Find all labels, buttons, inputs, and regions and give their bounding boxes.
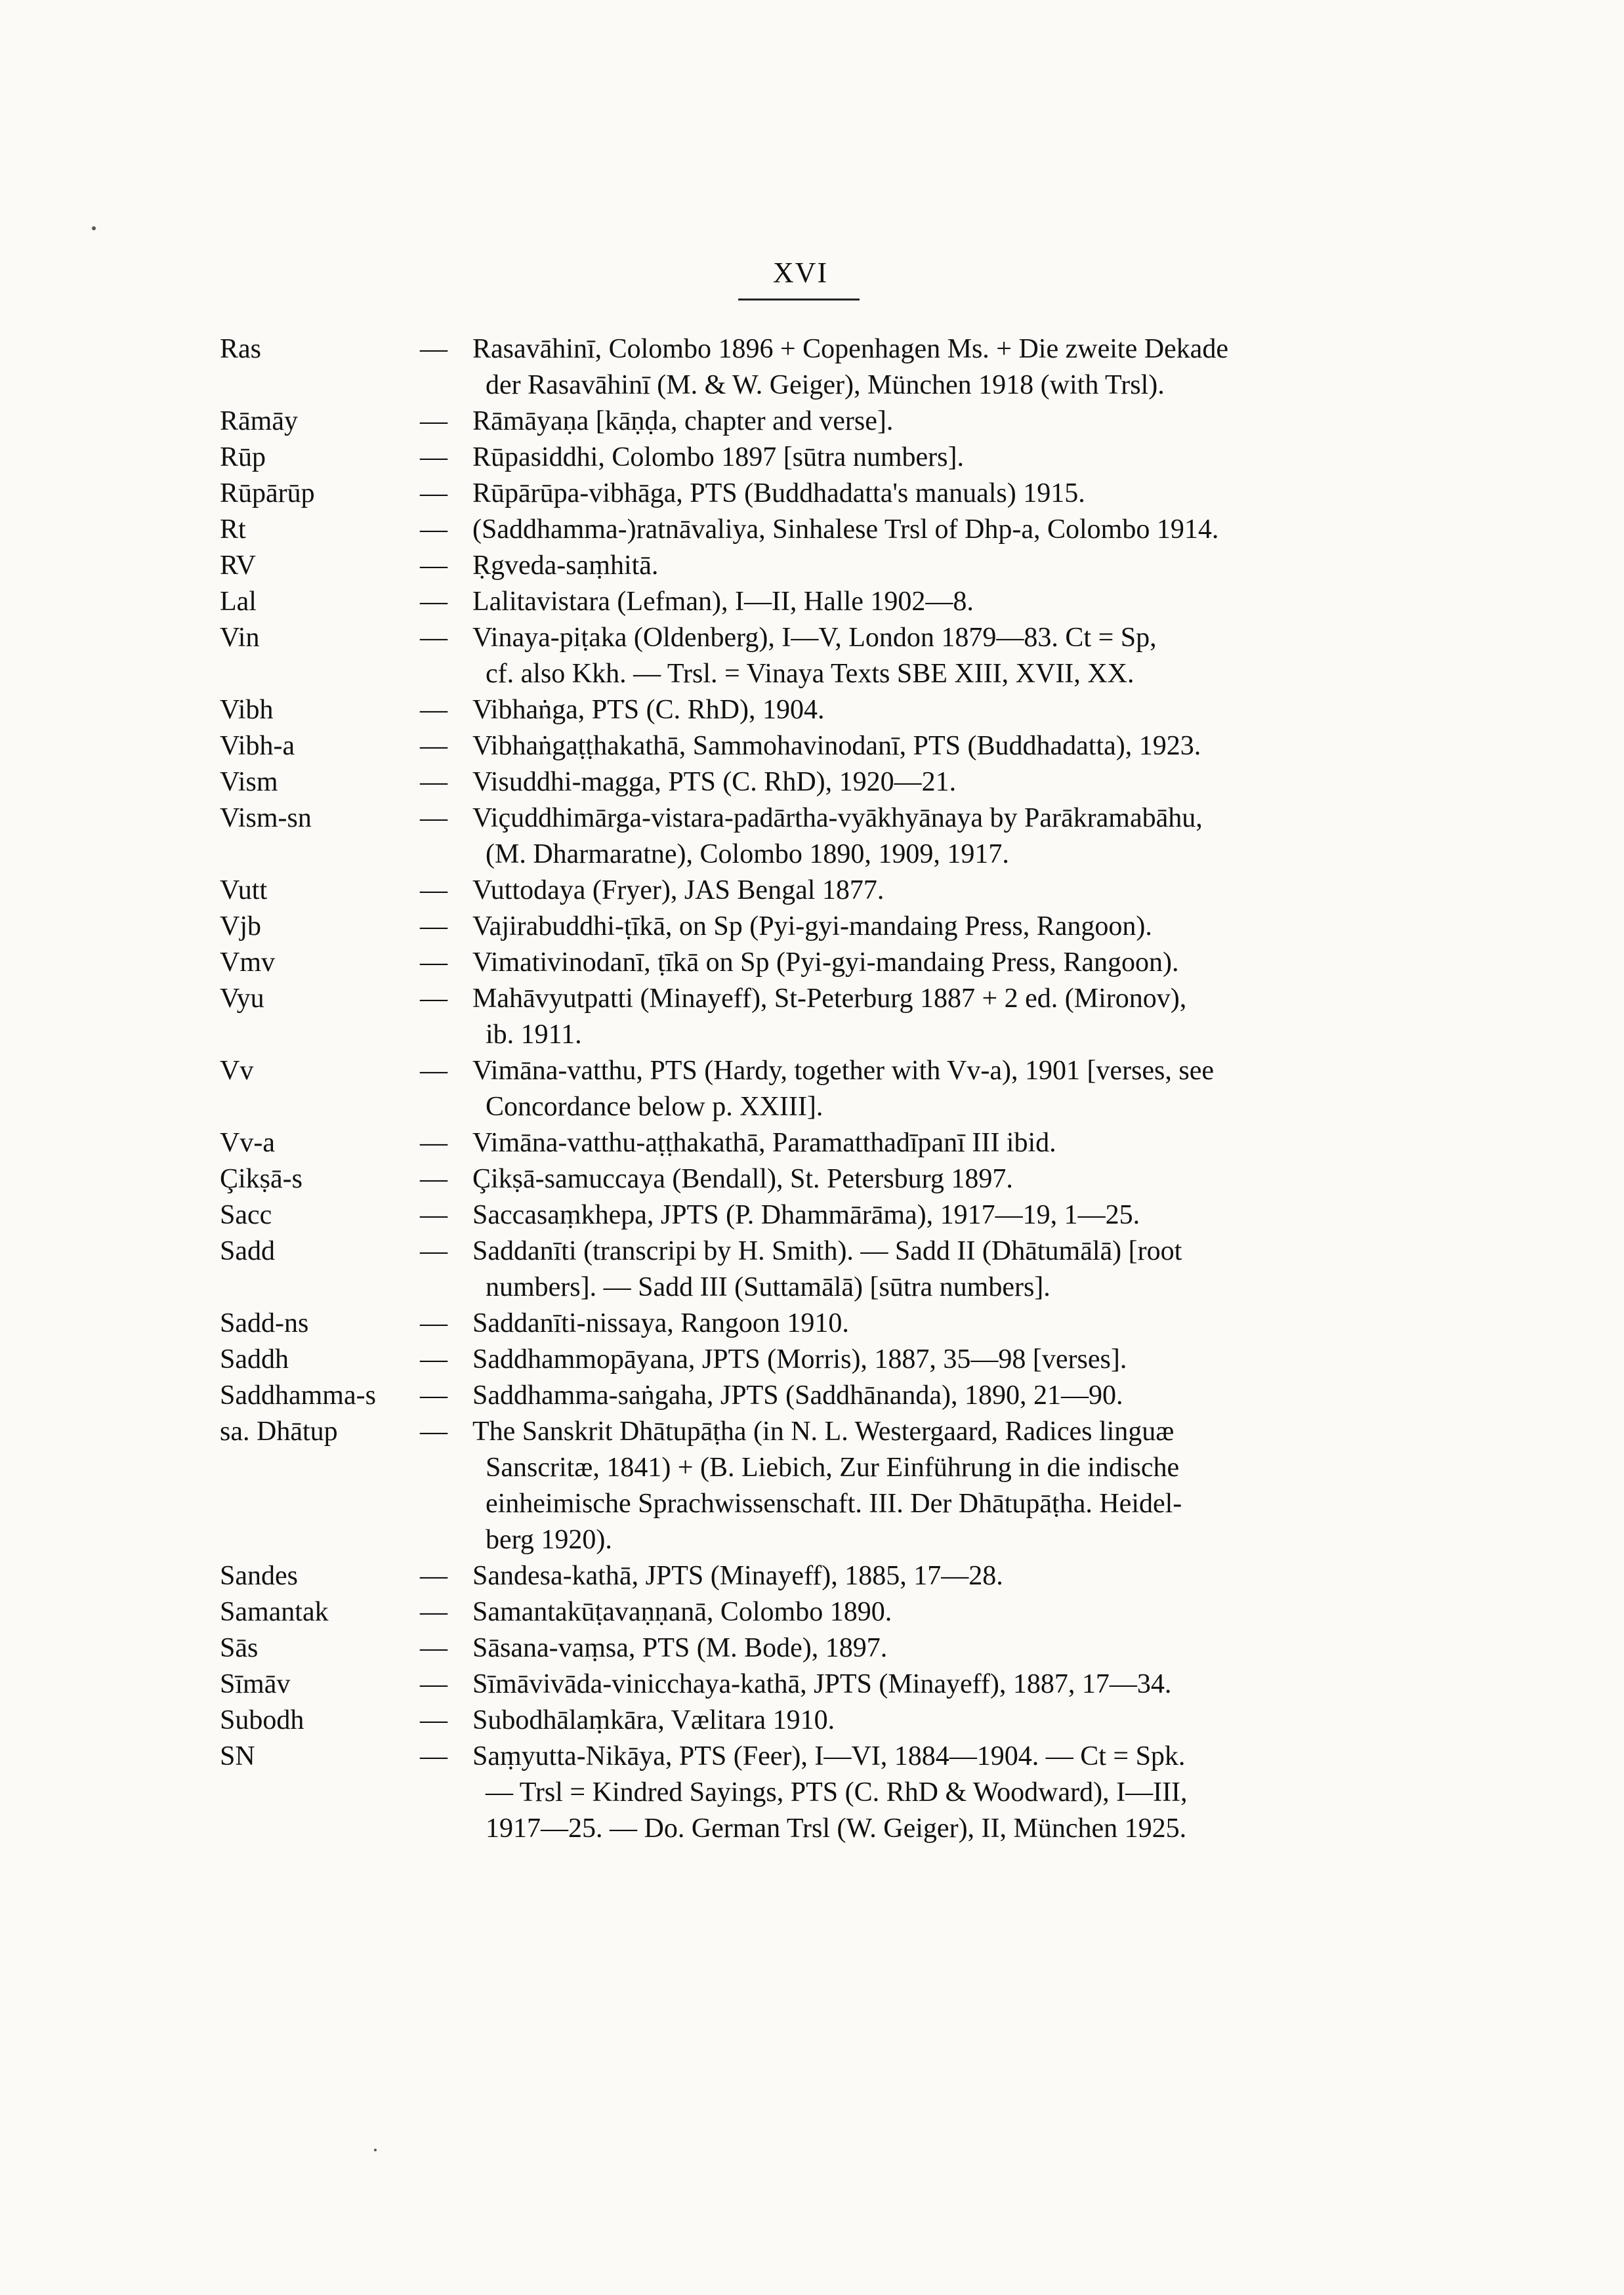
description-line: Çikṣā-samuccaya (Bendall), St. Petersburg 1897. (472, 1164, 1013, 1194)
abbreviation-description (472, 1342, 1391, 1378)
abbreviation: Vv-a (220, 1128, 275, 1158)
abbreviation: Vibh-a (220, 731, 295, 761)
abbreviation-description (472, 331, 1391, 403)
description-line: The Sanskrit Dhātupāṭha (in N. L. Westergaard, Radices linguæ (472, 1416, 1175, 1447)
entry-dash: — (420, 1633, 448, 1663)
abbreviation-description (472, 1197, 1391, 1233)
description-line: Vibhaṅgaṭṭhakathā, Sammohavinodanī, PTS (Buddhadatta), 1923. (472, 731, 1201, 761)
entry-dash: — (420, 1416, 448, 1447)
abbreviation-entry (0, 1558, 1624, 1594)
abbreviation-entry (0, 1233, 1624, 1306)
abbreviation-description (472, 764, 1391, 800)
description-line: cf. also Kkh. — Trsl. = Vinaya Texts SBE XIII, XVII, XX. (486, 659, 1135, 689)
description-line: berg 1920). (486, 1525, 612, 1555)
abbreviation-entry (0, 1630, 1624, 1666)
abbreviation-entry (0, 1306, 1624, 1342)
abbreviation-entry (0, 1125, 1624, 1161)
description-line: ib. 1911. (486, 1020, 582, 1050)
abbreviation-entry (0, 873, 1624, 909)
abbreviation-description (472, 945, 1391, 981)
abbreviation-description (472, 800, 1391, 873)
abbreviation: Çikṣā-s (220, 1164, 302, 1194)
entry-dash: — (420, 334, 448, 364)
entry-dash: — (420, 1597, 448, 1627)
description-line: Vibhaṅga, PTS (C. RhD), 1904. (472, 695, 825, 725)
abbreviation: Lal (220, 587, 257, 617)
abbreviation: Sīmāv (220, 1669, 291, 1699)
abbreviation-entry (0, 1342, 1624, 1378)
abbreviation-description (472, 1558, 1391, 1594)
abbreviation-list (0, 331, 1624, 1847)
abbreviation-description (472, 1161, 1391, 1197)
abbreviation: Vutt (220, 875, 268, 905)
description-line: Saṃyutta-Nikāya, PTS (Feer), I—VI, 1884—1904. — Ct = Spk. (472, 1741, 1186, 1771)
entry-dash: — (420, 1705, 448, 1735)
description-line: Ṛgveda-saṃhitā. (472, 550, 659, 581)
abbreviation-entry (0, 981, 1624, 1053)
abbreviation-entry (0, 909, 1624, 945)
abbreviation-entry (0, 584, 1624, 620)
description-line: — Trsl = Kindred Sayings, PTS (C. RhD & Woodward), I—III, (486, 1777, 1188, 1808)
abbreviation-entry (0, 1666, 1624, 1703)
abbreviation: Rūp (220, 442, 266, 472)
abbreviation: Rt (220, 514, 246, 545)
abbreviation: Saddhamma-s (220, 1380, 376, 1411)
description-line: (Saddhamma-)ratnāvaliya, Sinhalese Trsl of Dhp-a, Colombo 1914. (472, 514, 1219, 545)
description-line: Sandesa-kathā, JPTS (Minayeff), 1885, 17—28. (472, 1561, 1003, 1591)
abbreviation-description (472, 1306, 1391, 1342)
description-line: Vimāna-vatthu-aṭṭhakathā, Paramatthadīpanī III ibid. (472, 1128, 1056, 1158)
abbreviation: Rūpārūp (220, 478, 315, 508)
abbreviation-entry (0, 403, 1624, 440)
abbreviation: Sandes (220, 1561, 298, 1591)
abbreviation-description (472, 440, 1391, 476)
description-line: Sāsana-vaṃsa, PTS (M. Bode), 1897. (472, 1633, 888, 1663)
description-line: Sīmāvivāda-vinicchaya-kathā, JPTS (Minayeff), 1887, 17—34. (472, 1669, 1172, 1699)
entry-dash: — (420, 1164, 448, 1194)
description-line: Saddanīti (transcripi by H. Smith). — Sadd II (Dhātumālā) [root (472, 1236, 1182, 1266)
abbreviation-entry (0, 764, 1624, 800)
abbreviation-entry (0, 331, 1624, 403)
description-line: Saccasaṃkhepa, JPTS (P. Dhammārāma), 1917—19, 1—25. (472, 1200, 1140, 1230)
abbreviation: Vjb (220, 911, 261, 941)
description-line: Mahāvyutpatti (Minayeff), St-Peterburg 1887 + 2 ed. (Mironov), (472, 983, 1187, 1014)
description-line: Saddhammopāyana, JPTS (Morris), 1887, 35—98 [verses]. (472, 1344, 1127, 1375)
abbreviation: Sās (220, 1633, 259, 1663)
abbreviation-entry (0, 548, 1624, 584)
abbreviation-entry (0, 440, 1624, 476)
entry-dash: — (420, 1236, 448, 1266)
abbreviation-entry (0, 1414, 1624, 1558)
abbreviation-entry (0, 1703, 1624, 1739)
abbreviation-description (472, 1125, 1391, 1161)
abbreviation: Vism (220, 767, 278, 797)
abbreviation-description (472, 1703, 1391, 1739)
speck-mark (92, 226, 96, 230)
description-line: Rūpasiddhi, Colombo 1897 [sūtra numbers]. (472, 442, 964, 472)
description-line: Saddanīti-nissaya, Rangoon 1910. (472, 1308, 849, 1338)
entry-dash: — (420, 1308, 448, 1338)
abbreviation: Saddh (220, 1344, 289, 1375)
page-number-rule (738, 299, 860, 300)
description-line: Samantakūṭavaṇṇanā, Colombo 1890. (472, 1597, 892, 1627)
abbreviation-description (472, 620, 1391, 692)
description-line: numbers]. — Sadd III (Suttamālā) [sūtra numbers]. (486, 1272, 1051, 1302)
abbreviation: Sadd (220, 1236, 275, 1266)
description-line: Viçuddhimārga-vistara-padārtha-vyākhyānaya by Parākramabāhu, (472, 803, 1203, 833)
abbreviation-entry (0, 1161, 1624, 1197)
abbreviation-description (472, 403, 1391, 440)
description-line: Sanscritæ, 1841) + (B. Liebich, Zur Einführung in die indische (486, 1453, 1180, 1483)
entry-dash: — (420, 1741, 448, 1771)
entry-dash: — (420, 731, 448, 761)
abbreviation-entry (0, 512, 1624, 548)
description-line: Subodhālaṃkāra, Vælitara 1910. (472, 1705, 835, 1735)
abbreviation: Rāmāy (220, 406, 298, 436)
abbreviation-description (472, 476, 1391, 512)
abbreviation: Ras (220, 334, 261, 364)
entry-dash: — (420, 1380, 448, 1411)
description-line: Vimāna-vatthu, PTS (Hardy, together with Vv-a), 1901 [verses, see (472, 1056, 1215, 1086)
abbreviation: Samantak (220, 1597, 329, 1627)
description-line: einheimische Sprachwissenschaft. III. Der Dhātupāṭha. Heidel- (486, 1489, 1182, 1519)
description-line: Rūpārūpa-vibhāga, PTS (Buddhadatta's manuals) 1915. (472, 478, 1085, 508)
description-line: (M. Dharmaratne), Colombo 1890, 1909, 1917. (486, 839, 1009, 869)
abbreviation-entry (0, 1739, 1624, 1847)
entry-dash: — (420, 587, 448, 617)
abbreviation-description (472, 909, 1391, 945)
abbreviation-description (472, 1378, 1391, 1414)
abbreviation-entry (0, 1378, 1624, 1414)
abbreviation: sa. Dhātup (220, 1416, 338, 1447)
description-line: 1917—25. — Do. German Trsl (W. Geiger), II, München 1925. (486, 1813, 1187, 1844)
page-number: XVI (772, 257, 829, 289)
entry-dash: — (420, 695, 448, 725)
abbreviation-description (472, 1233, 1391, 1306)
entry-dash: — (420, 1344, 448, 1375)
abbreviation-description (472, 512, 1391, 548)
abbreviation-entry (0, 945, 1624, 981)
description-line: Rasavāhinī, Colombo 1896 + Copenhagen Ms. + Die zweite Dekade (472, 334, 1228, 364)
description-line: Vinaya-piṭaka (Oldenberg), I—V, London 1879—83. Ct = Sp, (472, 623, 1157, 653)
abbreviation: SN (220, 1741, 255, 1771)
description-line: Rāmāyaṇa [kāṇḍa, chapter and verse]. (472, 406, 894, 436)
entry-dash: — (420, 1669, 448, 1699)
abbreviation: Sacc (220, 1200, 272, 1230)
abbreviation-entry (0, 1594, 1624, 1630)
entry-dash: — (420, 911, 448, 941)
abbreviation-description (472, 1053, 1391, 1125)
abbreviation: Subodh (220, 1705, 304, 1735)
speck-mark (374, 2149, 377, 2151)
entry-dash: — (420, 478, 448, 508)
abbreviation-description (472, 548, 1391, 584)
entry-dash: — (420, 514, 448, 545)
entry-dash: — (420, 1128, 448, 1158)
entry-dash: — (420, 442, 448, 472)
abbreviation-description (472, 1630, 1391, 1666)
abbreviation: Vmv (220, 947, 275, 978)
abbreviation: RV (220, 550, 256, 581)
abbreviation: Vin (220, 623, 260, 653)
abbreviation-description (472, 1666, 1391, 1703)
entry-dash: — (420, 947, 448, 978)
abbreviation-entry (0, 1197, 1624, 1233)
entry-dash: — (420, 1056, 448, 1086)
abbreviation-description (472, 981, 1391, 1053)
abbreviation: Vyu (220, 983, 264, 1014)
abbreviation-entry (0, 620, 1624, 692)
abbreviation: Vv (220, 1056, 254, 1086)
entry-dash: — (420, 803, 448, 833)
description-line: Visuddhi-magga, PTS (C. RhD), 1920—21. (472, 767, 957, 797)
description-line: Vajirabuddhi-ṭīkā, on Sp (Pyi-gyi-mandaing Press, Rangoon). (472, 911, 1152, 941)
entry-dash: — (420, 983, 448, 1014)
abbreviation: Vibh (220, 695, 274, 725)
description-line: der Rasavāhinī (M. & W. Geiger), München 1918 (with Trsl). (486, 370, 1165, 400)
description-line: Saddhamma-saṅgaha, JPTS (Saddhānanda), 1890, 21—90. (472, 1380, 1123, 1411)
abbreviation-description (472, 1739, 1391, 1847)
abbreviation: Vism-sn (220, 803, 312, 833)
abbreviation-entry (0, 728, 1624, 764)
description-line: Vuttodaya (Fryer), JAS Bengal 1877. (472, 875, 885, 905)
description-line: Concordance below p. XXIII]. (486, 1092, 823, 1122)
entry-dash: — (420, 1200, 448, 1230)
abbreviation-description (472, 1414, 1391, 1558)
abbreviation-entry (0, 1053, 1624, 1125)
abbreviation-description (472, 584, 1391, 620)
description-line: Lalitavistara (Lefman), I—II, Halle 1902—8. (472, 587, 974, 617)
abbreviation-description (472, 692, 1391, 728)
entry-dash: — (420, 875, 448, 905)
abbreviation: Sadd-ns (220, 1308, 309, 1338)
entry-dash: — (420, 623, 448, 653)
description-line: Vimativinodanī, ṭīkā on Sp (Pyi-gyi-mandaing Press, Rangoon). (472, 947, 1179, 978)
abbreviation-entry (0, 800, 1624, 873)
abbreviation-description (472, 728, 1391, 764)
entry-dash: — (420, 767, 448, 797)
entry-dash: — (420, 1561, 448, 1591)
entry-dash: — (420, 406, 448, 436)
abbreviation-description (472, 873, 1391, 909)
entry-dash: — (420, 550, 448, 581)
abbreviation-entry (0, 692, 1624, 728)
abbreviation-entry (0, 476, 1624, 512)
abbreviation-description (472, 1594, 1391, 1630)
